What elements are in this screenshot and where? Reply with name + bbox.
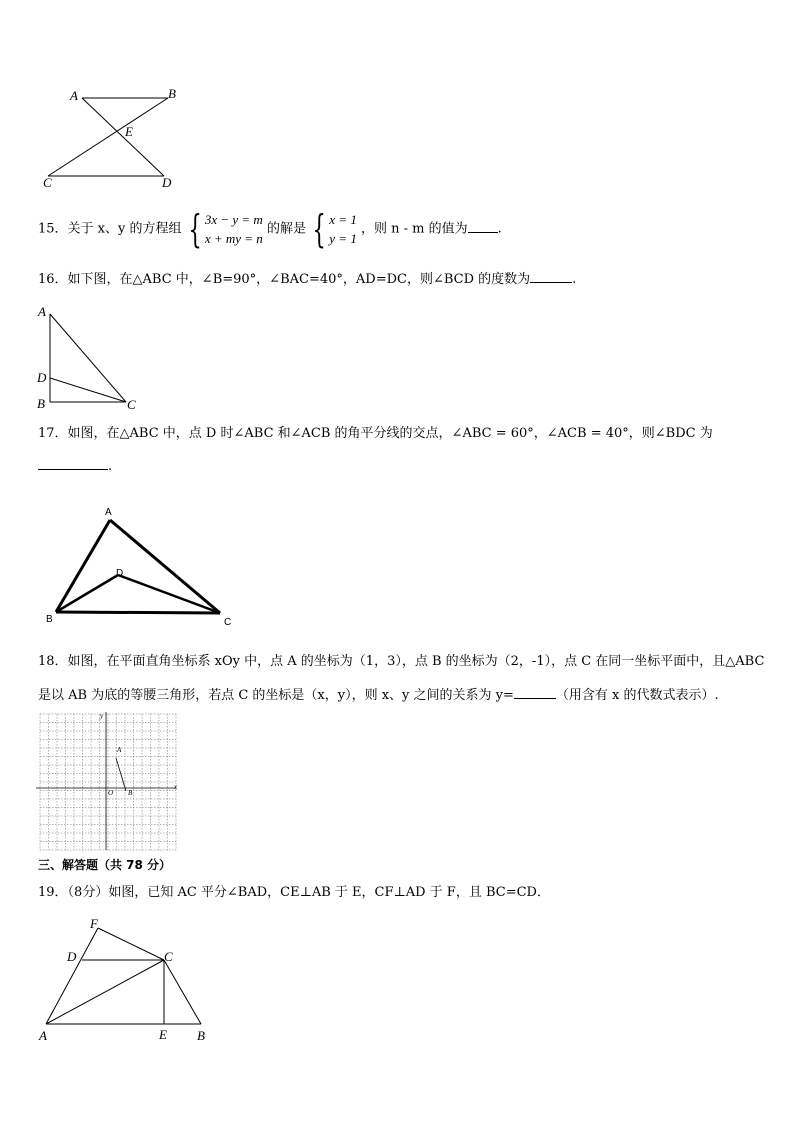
label-a: A: [38, 304, 46, 319]
q15-suffix: ，则 n - m 的值为: [360, 221, 468, 237]
equation-system: [186, 207, 263, 251]
label-b: B: [197, 1028, 205, 1043]
solution-system: [310, 207, 357, 251]
label-b: B: [128, 789, 133, 797]
label-a: A: [70, 88, 78, 103]
label-c: C: [127, 397, 136, 412]
q15-end: .: [497, 221, 502, 237]
label-a: A: [39, 1028, 47, 1043]
brace-icon: {: [188, 207, 202, 251]
label-d: D: [67, 949, 77, 964]
label-b: B: [168, 86, 176, 101]
segment-ab: [116, 758, 126, 791]
figure-q14: [40, 84, 190, 194]
question-16: [38, 270, 576, 289]
label-e: E: [125, 124, 133, 139]
label-f: F: [90, 916, 98, 931]
question-18-line1: [38, 653, 764, 671]
answer-blank: [468, 220, 498, 233]
label-d: D: [162, 175, 172, 190]
label-o: O: [108, 789, 114, 797]
label-a: A: [105, 507, 112, 518]
question-18-line2: [38, 686, 719, 705]
figure-q19: [36, 914, 216, 1046]
label-b: B: [37, 396, 45, 411]
label-e: E: [159, 1027, 167, 1042]
section-header: 三、解答题（共 78 分）: [38, 858, 172, 872]
brace-icon: {: [312, 207, 326, 251]
label-c: C: [164, 949, 173, 964]
question-17: [38, 425, 713, 443]
equation-1: 3x − y = m: [204, 212, 263, 227]
question-17-line2: [38, 457, 112, 476]
answer-blank: [530, 270, 572, 283]
answer-blank: [514, 686, 556, 699]
question-19: [38, 884, 550, 902]
label-a: A: [117, 746, 122, 754]
grid: [40, 714, 176, 850]
label-x-axis: x: [174, 783, 178, 791]
q18-line2b: （用含有 x 的代数式表示）.: [555, 688, 719, 703]
q15-mid: 的解是: [266, 221, 306, 237]
solution-2: y = 1: [329, 231, 357, 246]
label-c: C: [224, 617, 232, 628]
question-15: [38, 207, 502, 251]
q15-prefix: 15．关于 x、y 的方程组: [38, 221, 182, 237]
label-d: D: [37, 370, 47, 385]
answer-blank: [38, 457, 108, 470]
q18-line1: 18．如图，在平面直角坐标系 xOy 中，点 A 的坐标为（1，3），点 B 的坐标为（2，-1），点 C 在同一坐标平面中，且△ABC: [38, 654, 765, 669]
label-y-axis: y: [100, 712, 104, 720]
solution-1: x = 1: [329, 212, 357, 227]
label-b: B: [46, 614, 53, 625]
label-c: C: [43, 175, 52, 190]
figure-q17: [42, 500, 242, 632]
q18-line2a: 是以 AB 为底的等腰三角形，若点 C 的坐标是（x，y），则 x、y 之间的关系为 y=: [38, 688, 514, 703]
q19-text: 19．（8分）如图，已知 AC 平分∠BAD，CE⊥AB 于 E，CF⊥AD 于 F，且 BC=CD．: [38, 885, 550, 900]
figure-q18-coordinate-grid: [36, 710, 182, 852]
q16-end: .: [572, 272, 577, 287]
label-d: D: [116, 568, 124, 579]
q17-text: 17．如图，在△ABC 中，点 D 时∠ABC 和∠ACB 的角平分线的交点，∠ABC = 60°，∠ACB = 40°，则∠BDC 为: [38, 426, 713, 441]
equation-2: x + my = n: [204, 231, 263, 246]
figure-q16: [34, 302, 144, 414]
q17-end: .: [108, 459, 113, 474]
q16-text: 16．如下图，在△ABC 中，∠B=90°，∠BAC=40°，AD=DC，则∠BCD 的度数为: [38, 272, 531, 287]
